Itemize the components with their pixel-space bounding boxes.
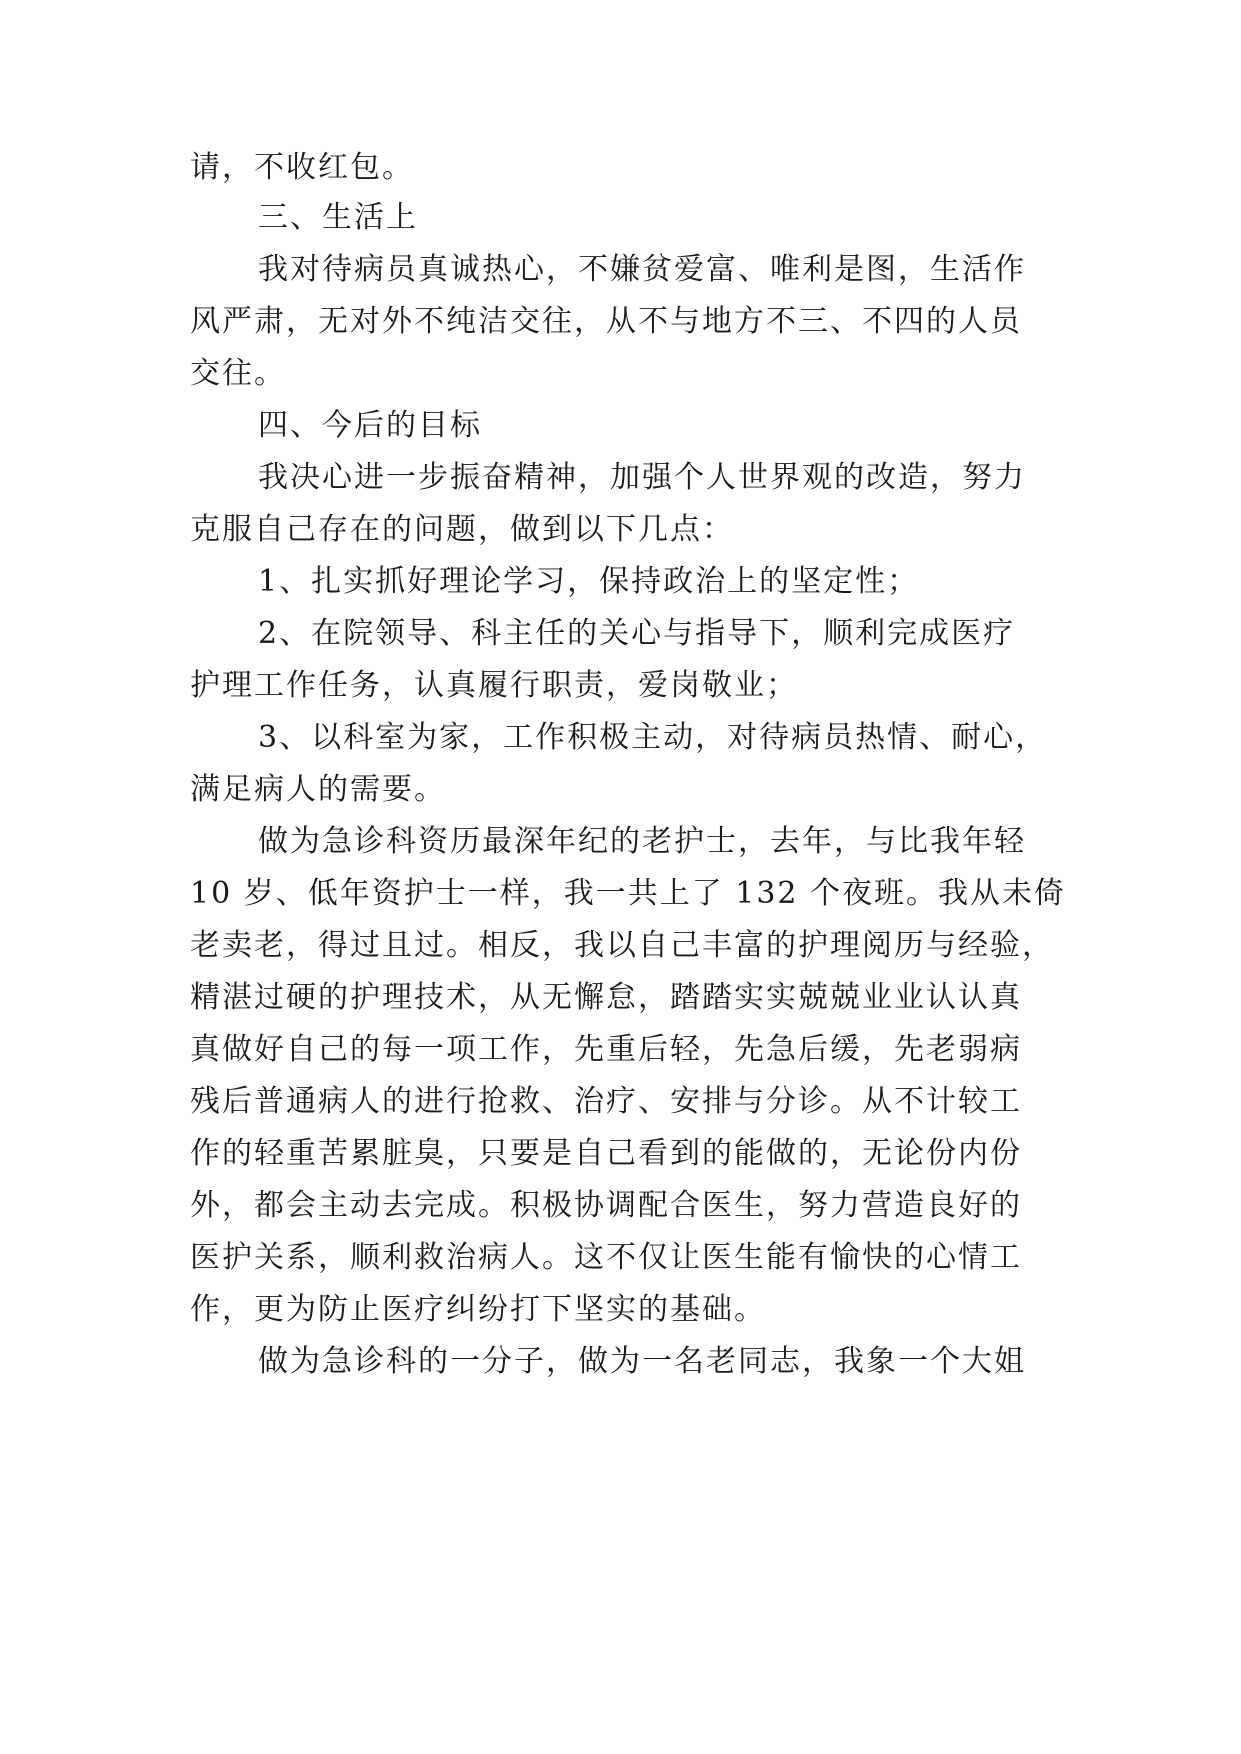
list-item: 1、扎实抓好理论学习，保持政治上的坚定性； [258, 564, 920, 599]
text-line: 精湛过硬的护理技术，从无懈怠，踏踏实实兢兢业业认认真 [190, 980, 1022, 1015]
text-line: 做为急诊科资历最深年纪的老护士，去年，与比我年轻 [258, 824, 1026, 859]
text-line: 风严肃，无对外不纯洁交往，从不与地方不三、不四的人员 [190, 304, 1022, 339]
list-item: 2、在院领导、科主任的关心与指导下，顺利完成医疗 [258, 616, 1016, 651]
text-line: 作，更为防止医疗纠纷打下坚实的基础。 [190, 1292, 766, 1327]
text-line: 做为急诊科的一分子，做为一名老同志，我象一个大姐 [258, 1344, 1026, 1379]
text-line: 真做好自己的每一项工作，先重后轻，先急后缓，先老弱病 [190, 1032, 1022, 1067]
text-line: 克服自己存在的问题，做到以下几点： [190, 512, 734, 547]
list-item: 3、以科室为家，工作积极主动，对待病员热情、耐心， [258, 720, 1048, 755]
text-line: 残后普通病人的进行抢救、治疗、安排与分诊。从不计较工 [190, 1084, 1022, 1119]
text-line: 外，都会主动去完成。积极协调配合医生，努力营造良好的 [190, 1188, 1022, 1223]
section-heading: 三、生活上 [258, 200, 418, 235]
text-line: 老卖老，得过且过。相反，我以自己丰富的护理阅历与经验， [190, 928, 1054, 963]
text-line: 满足病人的需要。 [190, 772, 446, 807]
text-line: 作的轻重苦累脏臭，只要是自己看到的能做的，无论份内份 [190, 1136, 1022, 1171]
text-line: 交往。 [190, 356, 286, 391]
text-line: 我决心进一步振奋精神，加强个人世界观的改造，努力 [258, 460, 1026, 495]
text-line: 护理工作任务，认真履行职责，爱岗敬业； [190, 668, 798, 703]
text-line: 医护关系，顺利救治病人。这不仅让医生能有愉快的心情工 [190, 1240, 1022, 1275]
section-heading: 四、今后的目标 [258, 408, 482, 443]
text-line: 10 岁、低年资护士一样，我一共上了 132 个夜班。我从未倚 [190, 876, 1067, 911]
text-line: 请，不收红包。 [190, 150, 414, 185]
text-line: 我对待病员真诚热心，不嫌贫爱富、唯利是图，生活作 [258, 252, 1026, 287]
